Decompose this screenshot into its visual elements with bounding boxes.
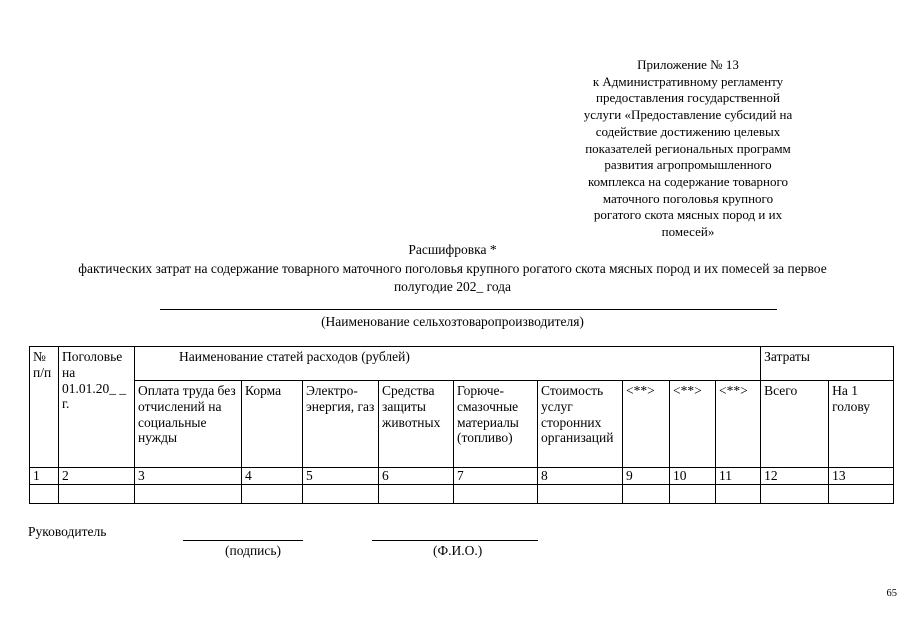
- appendix-line: к Административному регламенту: [592, 73, 784, 89]
- header-number: № п/п: [30, 347, 59, 468]
- empty-cell[interactable]: [59, 484, 135, 503]
- appendix-note: [557, 57, 819, 241]
- appendix-line: рогатого скота мясных пород и их: [593, 207, 783, 223]
- appendix-line: услуги «Предоставление субсидий на: [583, 107, 793, 123]
- empty-cell[interactable]: [716, 484, 761, 503]
- organization-caption: (Наименование сельхозтоваропроизводителя): [321, 314, 584, 329]
- signature-label: Руководитель: [28, 524, 107, 539]
- column-number-cell: 3: [135, 468, 242, 485]
- empty-cell[interactable]: [538, 484, 623, 503]
- appendix-line: содействие достижению целевых: [595, 123, 781, 139]
- column-number-cell: 1: [30, 468, 59, 485]
- empty-cell[interactable]: [761, 484, 829, 503]
- header-labor: Оплата труда без отчислений на социальные нужды: [135, 381, 242, 468]
- empty-cell[interactable]: [623, 484, 670, 503]
- expenses-table: [29, 346, 894, 504]
- column-number-cell: 6: [379, 468, 454, 485]
- empty-cell[interactable]: [303, 484, 379, 503]
- header-costs-group: Затраты: [761, 347, 894, 381]
- column-number-cell: 8: [538, 468, 623, 485]
- appendix-line: Приложение № 13: [637, 57, 739, 72]
- column-number-cell: 5: [303, 468, 379, 485]
- organization-name-blank: [160, 309, 777, 310]
- appendix-line: комплекса на содержание товарного: [588, 173, 788, 189]
- table-row: [30, 484, 894, 503]
- empty-cell[interactable]: [454, 484, 538, 503]
- header-total: Всего: [761, 381, 829, 468]
- page-number: 65: [886, 588, 897, 599]
- appendix-line: предоставления государственной: [596, 90, 780, 106]
- document-subtitle-line-1: фактических затрат на содержание товарного маточного поголовья крупного рогатого скота мясных пород и их помесей за первое: [78, 261, 827, 276]
- header-energy: Электро-энергия, газ: [303, 381, 379, 468]
- appendix-line: развития агропромышленного: [604, 157, 772, 173]
- signature-line: [183, 540, 303, 541]
- header-feed: Корма: [242, 381, 303, 468]
- document-subtitle-line-2: полугодие 202_ года: [393, 279, 512, 294]
- column-number-cell: 13: [829, 468, 894, 485]
- header-animal-protection: Средства защиты животных: [379, 381, 454, 468]
- column-number-cell: 9: [623, 468, 670, 485]
- header-expense-group: Наименование статей расходов (рублей): [135, 347, 761, 381]
- appendix-line: показателей региональных программ: [585, 140, 791, 156]
- header-per-head: На 1 голову: [829, 381, 894, 468]
- empty-cell[interactable]: [30, 484, 59, 503]
- appendix-line: маточного поголовья крупного: [602, 190, 774, 206]
- header-other-2: <**>: [670, 381, 716, 468]
- column-number-cell: 11: [716, 468, 761, 485]
- empty-cell[interactable]: [670, 484, 716, 503]
- empty-cell[interactable]: [379, 484, 454, 503]
- column-number-row: [30, 468, 894, 485]
- column-number-cell: 7: [454, 468, 538, 485]
- table-subheader-row: [30, 381, 894, 468]
- signature-caption: (подпись): [225, 543, 282, 558]
- empty-cell[interactable]: [135, 484, 242, 503]
- header-fuel: Горюче-смазочные материалы (топливо): [454, 381, 538, 468]
- column-number-cell: 12: [761, 468, 829, 485]
- header-other-3: <**>: [716, 381, 761, 468]
- header-services: Стоимость услуг сторонних организаций: [538, 381, 623, 468]
- name-line: [372, 540, 538, 541]
- empty-cell[interactable]: [242, 484, 303, 503]
- document-title: Расшифровка *: [408, 242, 497, 257]
- name-caption: (Ф.И.О.): [433, 543, 483, 558]
- header-other-1: <**>: [623, 381, 670, 468]
- appendix-line: помесей»: [661, 224, 715, 240]
- column-number-cell: 4: [242, 468, 303, 485]
- column-number-cell: 2: [59, 468, 135, 485]
- header-livestock: Поголовье на 01.01.20_ _ г.: [59, 347, 135, 468]
- empty-cell[interactable]: [829, 484, 894, 503]
- column-number-cell: 10: [670, 468, 716, 485]
- table-header-row: [30, 347, 894, 381]
